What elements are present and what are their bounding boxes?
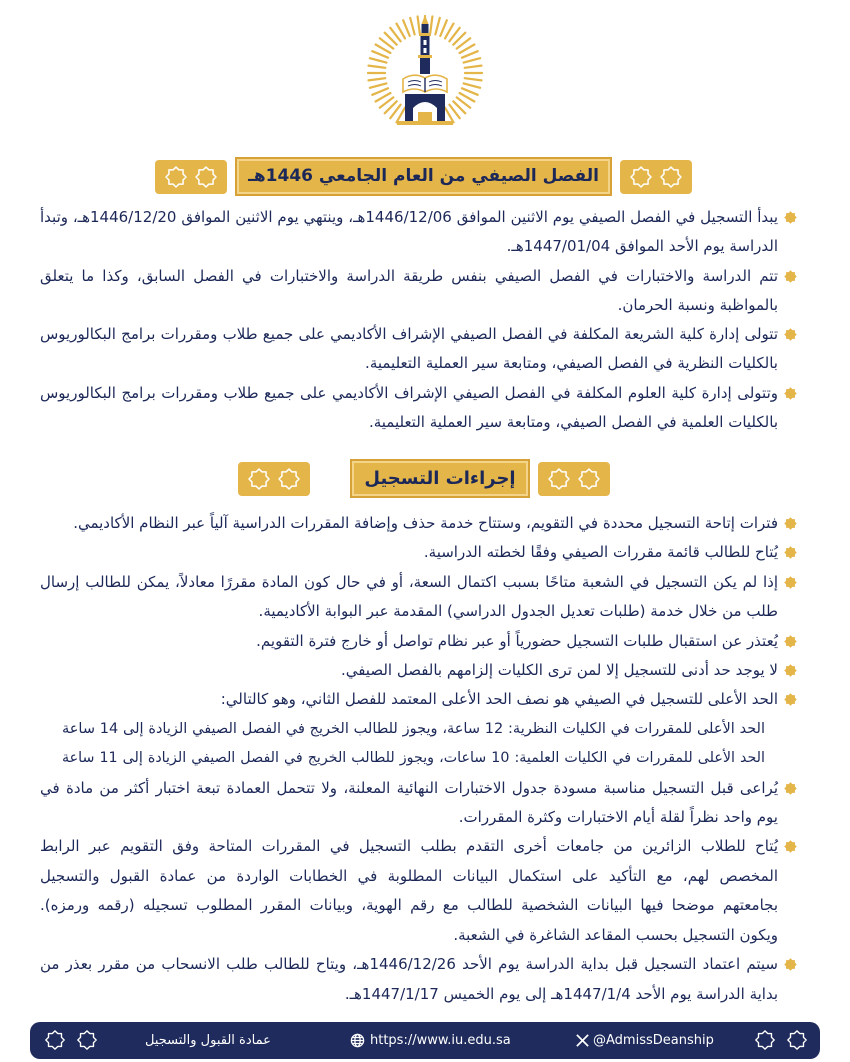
star-ornament-icon	[547, 467, 571, 491]
list-item	[40, 656, 778, 685]
list-item-text: يُعتذر عن استقبال طلبات التسجيل حضورياً أو عبر نظام تواصل أو خارج فترة التقويم.	[256, 631, 778, 650]
star-bullet-icon	[783, 839, 798, 854]
star-bullet-icon	[783, 516, 798, 531]
list-item	[40, 203, 778, 262]
x-handle: @AdmissDeanship	[593, 1033, 714, 1048]
list-item-text: سيتم اعتماد التسجيل قبل بداية الدراسة يوم الأحد 1446/12/26هـ، ويتاح للطالب طلب الانسحاب من مقرر بعذر من	[40, 955, 779, 974]
sub-item-text: الحد الأعلى للمقررات في الكليات العلمية: 10 ساعات، ويجوز للطالب الخريج في الفصل الصيفي الزيادة إلى 11 ساعة	[62, 750, 765, 767]
list-item-text: بالكليات النظرية في الفصل الصيفي، ومتابعة سير العملية التعليمية.	[365, 354, 778, 373]
list-item	[40, 950, 778, 1009]
list-item-text: ويكون التسجيل بحسب المقاعد الشاغرة في الشعبة.	[453, 925, 778, 944]
list-item	[40, 379, 778, 438]
list-item-text: تتم الدراسة والاختبارات في الفصل الصيفي بنفس طريقة الدراسة والاختبارات في الفصل السابق، وكذا ما يتعلق	[40, 266, 778, 285]
x-logo-icon	[575, 1033, 590, 1048]
star-bullet-icon	[783, 692, 798, 707]
star-bullet-icon	[783, 957, 798, 972]
list-item-text: يُتاح للطالب قائمة مقررات الصيفي وفقًا لخطته الدراسية.	[423, 543, 778, 562]
list-item-text: طلب من خلال خدمة (طلبات تعديل الجدول الدراسي) المقدمة عبر البوابة الأكاديمية.	[258, 602, 778, 621]
star-ornament-icon	[277, 467, 301, 491]
section-title: الفصل الصيفي من العام الجامعي 1446هـ	[235, 157, 612, 196]
list-item	[40, 538, 778, 567]
list-item-text: المخصص لهم، مع التأكيد على استكمال البيانات المطلوبة في الخطابات الواردة من عمادة القبول والتسجيل	[40, 866, 778, 885]
star-bullet-icon	[783, 269, 798, 284]
list-item-text: تتولى إدارة كلية الشريعة المكلفة في الفصل الصيفي الإشراف الأكاديمي على جميع طلاب ومقررات برامج البكالوريوس	[40, 325, 778, 344]
star-bullet-icon	[783, 575, 798, 590]
star-ornament-icon	[247, 467, 271, 491]
website-link: https://www.iu.edu.sa	[370, 1033, 511, 1048]
list-item-text: بداية الدراسة يوم الأحد 1447/1/4هـ إلى يوم الخميس 1447/1/17هـ.	[344, 984, 778, 1003]
star-ornament-icon	[577, 467, 601, 491]
star-bullet-icon	[783, 634, 798, 649]
list-item-text: يبدأ التسجيل في الفصل الصيفي يوم الاثنين الموافق 1446/12/06هـ، وينتهي يوم الاثنين الموافق 1446/12/20هـ، وتبدأ	[40, 208, 778, 226]
list-item	[40, 685, 778, 773]
star-bullet-icon	[783, 781, 798, 796]
list-item	[40, 774, 778, 833]
deanship-name: عمادة القبول والتسجيل	[145, 1033, 271, 1048]
star-ornament-icon	[629, 165, 653, 189]
list-item	[40, 627, 778, 656]
list-item-text: فترات إتاحة التسجيل محددة في التقويم، وستتاح خدمة حذف وإضافة المقررات الدراسية آلياً عبر النظام الأكاديمي.	[73, 514, 778, 532]
ornament-box-left	[238, 462, 310, 496]
star-ornament-icon	[164, 165, 188, 189]
star-bullet-icon	[783, 663, 798, 678]
list-item-text: إذا لم يكن التسجيل في الشعبة متاحًا بسبب اكتمال السعة، أو في حال كون المادة مقررًا معادلاً، يمكن للطالب إرسال	[40, 572, 778, 591]
sub-item-text: الحد الأعلى للمقررات في الكليات النظرية: 12 ساعة، ويجوز للطالب الخريج في الفصل الصيفي الزيادة إلى 14 ساعة	[62, 720, 766, 737]
star-bullet-icon	[783, 327, 798, 342]
list-item-text: الحد الأعلى للتسجيل في الصيفي هو نصف الحد الأعلى المعتمد للفصل الثاني، وهو كالتالي:	[220, 690, 778, 709]
star-bullet-icon	[783, 210, 798, 225]
list-item-text: بالكليات العلمية في الفصل الصيفي، ومتابعة سير العملية التعليمية.	[368, 413, 778, 432]
ornament-box-left	[155, 160, 227, 194]
list-item	[40, 832, 778, 950]
star-ornament-icon	[194, 165, 218, 189]
section-title: إجراءات التسجيل	[350, 459, 530, 498]
star-bullet-icon	[783, 545, 798, 560]
star-ornament-icon	[754, 1029, 776, 1051]
list-item-text: بالمواظبة ونسبة الحرمان.	[617, 295, 778, 314]
list-item-text: يُتاح للطلاب الزائرين من جامعات أخرى التقدم بطلب التسجيل في المقررات المتاحة وفق التقويم عبر الرابط	[40, 837, 778, 856]
list-item	[40, 262, 778, 321]
globe-icon	[350, 1033, 365, 1048]
university-logo	[365, 13, 485, 133]
footer-bar	[30, 1022, 820, 1059]
registration-procedures-list	[40, 509, 778, 1009]
list-item	[40, 509, 778, 538]
star-ornament-icon	[659, 165, 683, 189]
list-item-text: الدراسة يوم الأحد الموافق 1447/01/04هـ.	[506, 237, 778, 256]
star-ornament-icon	[786, 1029, 808, 1051]
ornament-box-right	[620, 160, 692, 194]
star-ornament-icon	[76, 1029, 98, 1051]
star-ornament-icon	[44, 1029, 66, 1051]
ornament-box-right	[538, 462, 610, 496]
list-item-text: يوم واحد نظراً لقلة أيام الاختبارات وكثرة المقررات.	[458, 808, 778, 827]
list-item-text: وتتولى إدارة كلية العلوم المكلفة في الفصل الصيفي الإشراف الأكاديمي على جميع طلاب ومقررات برامج البكالوريوس	[40, 383, 778, 402]
list-item-text: لا يوجد حد أدنى للتسجيل إلا لمن ترى الكليات إلزامهم بالفصل الصيفي.	[340, 661, 778, 680]
list-item	[40, 568, 778, 627]
list-item	[40, 320, 778, 379]
list-item-text: بجامعتهم موضحا فيها البيانات الشخصية للطالب مع رقم الهوية، وبيانات المقرر المطلوب تسجيله (رقمه ورمزه).	[40, 896, 778, 915]
list-item-text: يُراعى قبل التسجيل مناسبة مسودة جدول الاختبارات النهائية المعلنة، ولا تتحمل العمادة تبعة اختبار أكثر من مادة في	[40, 778, 778, 797]
summer-semester-list	[40, 203, 778, 437]
star-bullet-icon	[783, 386, 798, 401]
